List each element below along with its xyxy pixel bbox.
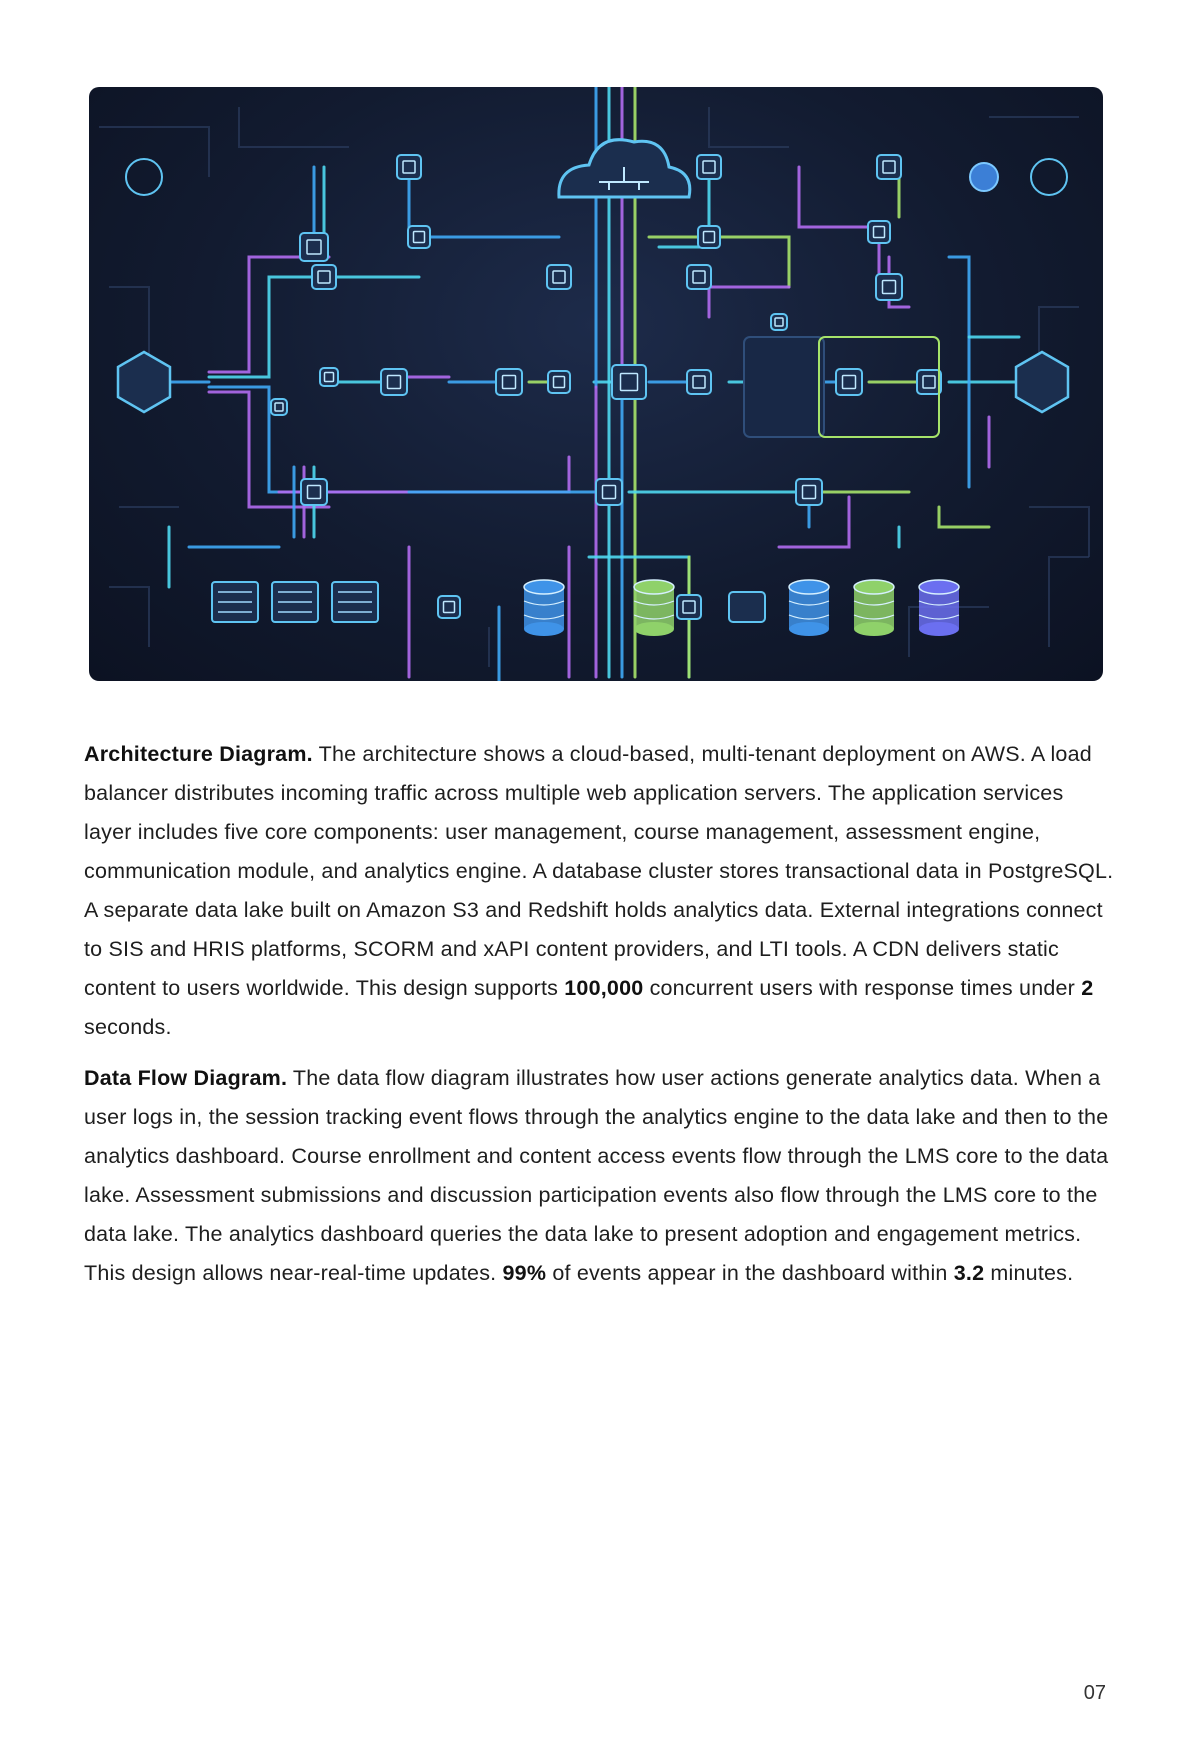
flow-line — [709, 287, 789, 317]
body-text — [84, 735, 1114, 1305]
background-trace — [99, 127, 209, 177]
flow-line — [939, 507, 989, 527]
component-node-icon — [547, 265, 571, 289]
paragraph-text: seconds. — [84, 1015, 172, 1039]
database-top-icon — [854, 580, 894, 594]
database-base-icon — [789, 622, 829, 636]
background-trace — [109, 587, 149, 647]
component-node-icon — [596, 479, 622, 505]
section-heading: Architecture Diagram. — [84, 742, 313, 766]
emphasized-figure: 3.2 — [953, 1261, 985, 1285]
cloud-small-icon — [126, 159, 162, 195]
database-top-icon — [789, 580, 829, 594]
database-base-icon — [919, 622, 959, 636]
component-node-icon — [698, 226, 720, 248]
component-node-icon — [300, 233, 328, 261]
background-trace — [709, 107, 789, 147]
component-node-icon — [771, 314, 787, 330]
database-hexagon-icon — [118, 352, 170, 412]
component-node-icon — [312, 265, 336, 289]
paragraph-architecture — [84, 735, 1114, 1047]
component-node-icon — [877, 155, 901, 179]
paragraph-text: minutes. — [984, 1261, 1074, 1285]
component-node-icon — [687, 265, 711, 289]
component-node-icon — [612, 365, 646, 399]
emphasized-figure: 2 — [1081, 976, 1094, 1000]
component-node-icon — [408, 226, 430, 248]
emphasized-figure: 99% — [502, 1261, 547, 1285]
paragraph-data-flow — [84, 1059, 1114, 1293]
page-number: 07 — [1083, 1682, 1106, 1704]
database-base-icon — [854, 622, 894, 636]
architecture-illustration-svg — [89, 87, 1103, 681]
emphasized-figure: 100,000 — [564, 976, 644, 1000]
paragraph-text: of events appear in the dashboard within — [546, 1261, 954, 1285]
flow-line — [209, 277, 419, 377]
component-node-icon — [796, 479, 822, 505]
database-base-icon — [634, 622, 674, 636]
flow-line — [409, 167, 559, 237]
section-heading: Data Flow Diagram. — [84, 1066, 288, 1090]
database-base-icon — [524, 622, 564, 636]
component-node-icon — [381, 369, 407, 395]
database-top-icon — [919, 580, 959, 594]
component-node-icon — [496, 369, 522, 395]
background-trace — [239, 107, 349, 147]
flow-line — [949, 257, 969, 487]
background-trace — [1029, 507, 1089, 557]
component-node-icon — [548, 371, 570, 393]
component-node-icon — [687, 370, 711, 394]
component-node-icon — [677, 595, 701, 619]
paragraph-text: The architecture shows a cloud-based, multi-tenant deployment on AWS. A load balancer distributes incoming traffic across multiple web application servers. The application services layer includes five core components: user management, course management, assessment engine, communication module, and analytics engine. A database cluster stores transactional data in PostgreSQL. A separate data lake built on Amazon S3 and Redshift holds analytics data. External integrations connect to SIS and HRIS platforms, SCORM and xAPI content providers, and LTI tools. A CDN delivers static content to users worldwide. This design supports — [84, 742, 1114, 1000]
component-node-icon — [320, 368, 338, 386]
database-top-icon — [524, 580, 564, 594]
component-node-icon — [271, 399, 287, 415]
component-node-icon — [917, 370, 941, 394]
gateway-icon — [729, 592, 765, 622]
component-node-icon — [697, 155, 721, 179]
paragraph-text: The data flow diagram illustrates how user actions generate analytics data. When a user logs in, the session tracking event flows through the analytics engine to the data lake and then to the analytics dashboard. Course enrollment and content access events flow through the LMS core to the data lake. Assessment submissions and discussion participation events also flow through the LMS core to the data lake. The analytics dashboard queries the data lake to present adoption and engagement metrics. This design allows near-real-time updates. — [84, 1066, 1109, 1285]
database-top-icon — [634, 580, 674, 594]
component-node-icon — [836, 369, 862, 395]
component-node-icon — [438, 596, 460, 618]
component-node-icon — [301, 479, 327, 505]
cloud-small-icon — [1031, 159, 1067, 195]
architecture-illustration — [89, 87, 1103, 681]
database-small-icon — [970, 163, 998, 191]
service-cluster-icon — [744, 337, 824, 437]
component-node-icon — [397, 155, 421, 179]
component-node-icon — [868, 221, 890, 243]
cloud-hexagon-icon — [1016, 352, 1068, 412]
background-trace — [1049, 557, 1089, 647]
paragraph-text: concurrent users with response times under — [643, 976, 1082, 1000]
component-node-icon — [876, 274, 902, 300]
